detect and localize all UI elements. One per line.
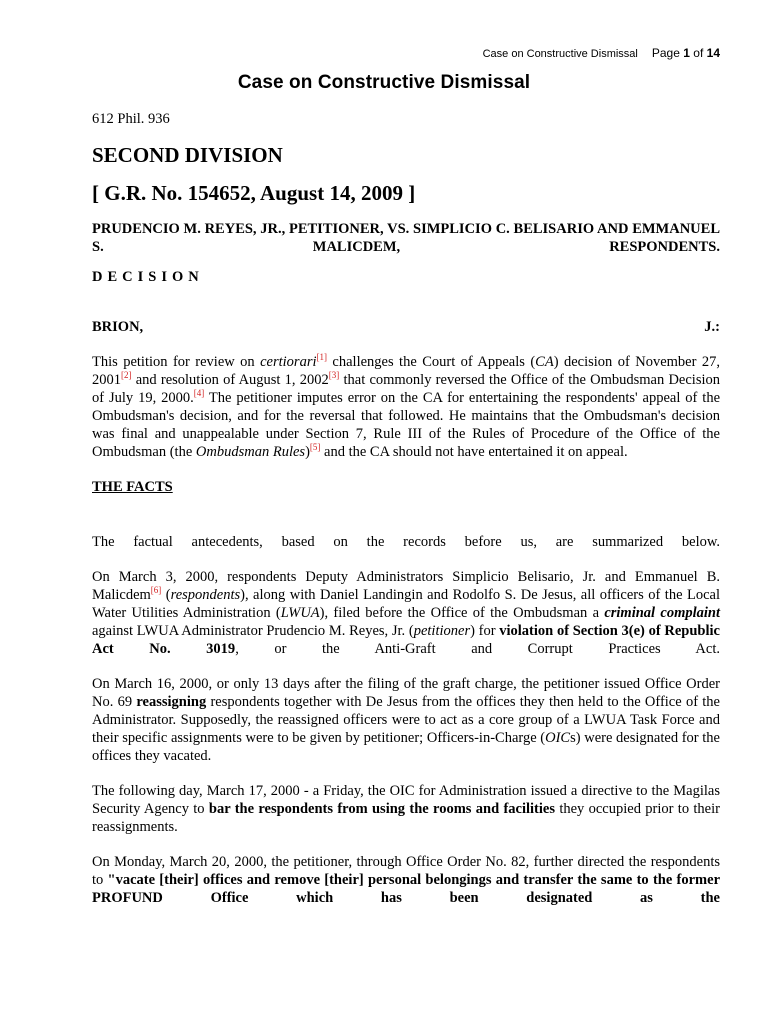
text-bold: bar the respondents from using the rooms and facilities (208, 801, 555, 817)
paragraph-complaint (92, 568, 720, 658)
text-italic: LWUA (280, 605, 320, 621)
page-of: of (693, 46, 704, 60)
page-total: 14 (706, 46, 720, 60)
paragraph-reassignment (92, 675, 720, 765)
text-run: , or the Anti-Graft and Corrupt Practices Act. (235, 641, 720, 657)
footnote-link[interactable]: [4] (193, 388, 205, 399)
text-run: On March 16, 2000, or only 13 days after the filing of the graft charge, the petitioner issued Office Order No. 69 (92, 676, 720, 710)
text-run: ) for (470, 623, 500, 639)
page-number: 1 (683, 46, 690, 60)
document-title: Case on Constructive Dismissal (237, 72, 531, 93)
text-run: against LWUA Administrator Prudencio M. Reyes, Jr. ( (92, 623, 414, 639)
footnote-link[interactable]: [6] (150, 585, 162, 596)
case-parties: PRUDENCIO M. REYES, JR., PETITIONER, VS. SIMPLICIO C. BELISARIO AND EMMANUEL S. MALICDEM, RESPONDENTS. (92, 221, 720, 255)
text-run: ) decision of November 27, 2001 (92, 354, 720, 388)
text-bold: reassigning (136, 694, 207, 710)
text-bold: violation of Section 3(e) of Republic Act No. 3019 (92, 623, 720, 657)
text-run: respondents together with De Jesus from the offices they then held to the Office of the Administrator. Supposedly, the reassigned officers were to act as a core group of a LWUA Task Force and their specific assignments were to be given by petitioner; Officers-in-Charge ( (92, 694, 720, 746)
footnote-link[interactable]: [1] (316, 352, 327, 363)
division-heading: SECOND DIVISION (92, 143, 283, 167)
text-run: ), along with Daniel Landingin and Rodolfo S. De Jesus, all officers of the Local Water Utilities Administration ( (92, 587, 720, 621)
text-run: that commonly reversed the Office of the Ombudsman Decision of July 19, 2000. (92, 372, 720, 406)
page-header (483, 46, 720, 60)
footnote-link[interactable]: [5] (309, 442, 321, 453)
ponente-line (92, 318, 720, 336)
document-body (92, 110, 720, 924)
page-indicator (652, 46, 720, 60)
page-word: Page (651, 46, 680, 60)
facts-heading: THE FACTS (92, 479, 173, 495)
ponente-suffix: J.: (704, 319, 720, 335)
text-bold-italic: criminal complaint (604, 605, 720, 621)
text-run: ( (161, 587, 171, 603)
text-run: and resolution of August 1, 2002 (131, 372, 329, 388)
text-run: challenges the Court of Appeals ( (327, 354, 536, 370)
paragraph-antecedents: The factual antecedents, based on the records before us, are summarized below. (92, 534, 720, 550)
text-run: ), filed before the Office of the Ombudsman a (319, 605, 605, 621)
footnote-link[interactable]: [3] (328, 370, 340, 381)
text-run: The petitioner imputes error on the CA for entertaining the respondents' appeal of the Ombudsman's decision, and for the reversal that followed. He maintains that the Ombudsman's decision was final and unappealable under Section 7, Rule III of the Rules of Procedure of the Office of the Ombudsman (the (92, 390, 720, 460)
text-italic: certiorari (260, 354, 317, 370)
text-run: On Monday, March 20, 2000, the petitioner, through Office Order No. 82, further directed the respondents to (92, 854, 720, 888)
text-bold: "vacate [their] offices and remove [their] personal belongings and transfer the same to the former PROFUND Office which has been designated as the (92, 872, 720, 906)
text-run: The following day, March 17, 2000 - a Friday, the OIC for Administration issued a directive to the Magilas Security Agency to (92, 783, 720, 817)
text-run: On March 3, 2000, respondents Deputy Administrators Simplicio Belisario, Jr. and Emmanuel B. Malicdem (92, 569, 720, 603)
text-run: This petition for review on (92, 354, 261, 370)
text-run: s) were designated for the offices they vacated. (92, 730, 720, 764)
paragraph-directive (92, 782, 720, 836)
text-italic: respondents (170, 587, 241, 603)
text-italic: CA (535, 354, 554, 370)
ponente-name: BRION, (92, 319, 144, 335)
running-title: Case on Constructive Dismissal (482, 48, 638, 60)
decision-label: DECISION (92, 269, 204, 285)
text-italic: Ombudsman Rules (195, 444, 306, 460)
gr-number: [ G.R. No. 154652, August 14, 2009 ] (92, 181, 416, 205)
paragraph-vacate-order (92, 853, 720, 907)
citation: 612 Phil. 936 (92, 111, 170, 127)
paragraph-intro (92, 353, 720, 461)
text-run: and the CA should not have entertained it on appeal. (320, 444, 628, 460)
footnote-link[interactable]: [2] (121, 370, 132, 381)
text-italic: OIC (545, 730, 571, 746)
text-italic: petitioner (413, 623, 471, 639)
text-run: they occupied prior to their reassignments. (92, 801, 720, 835)
text-run: ) (305, 444, 310, 460)
